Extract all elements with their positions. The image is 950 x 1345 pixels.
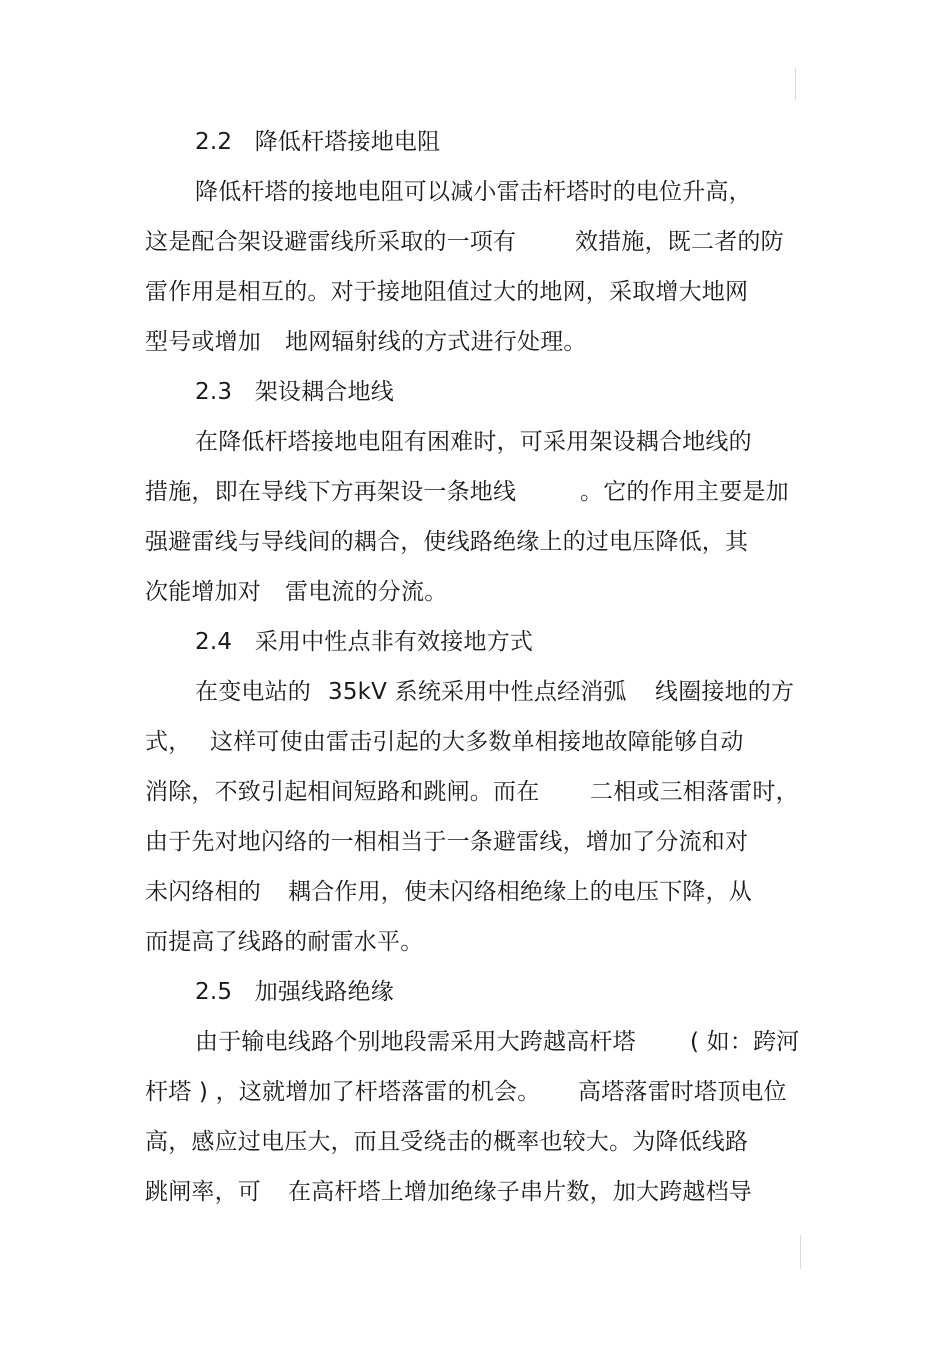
paragraph-line	[0, 725, 744, 759]
text-segment: 跳闸率，可	[145, 1179, 261, 1205]
paragraph-line	[0, 225, 784, 259]
paragraph-line	[0, 575, 448, 609]
text-segment: 由于输电线路个别地段需采用大跨越高杆塔	[195, 1029, 636, 1055]
text-segment: 雷作用是相互的。对于接地阻值过大的地网，采取增大地网	[145, 279, 749, 305]
text-segment: 耦合作用，使未闪络相绝缘上的电压下降，从	[288, 879, 752, 905]
text-segment: 这样可使由雷击引起的大多数单相接地故障能够自动	[210, 729, 744, 755]
paragraph-line	[0, 925, 424, 959]
text-segment: ( 如：跨河	[690, 1029, 800, 1055]
text-segment: 杆塔 ) ，这就增加了杆塔落雷的机会。	[145, 1079, 541, 1105]
paragraph-line	[0, 475, 789, 509]
text-segment: 。它的作用主要是加	[580, 479, 789, 505]
paragraph-line	[0, 525, 749, 559]
text-segment: 高塔落雷时塔顶电位	[578, 1079, 787, 1105]
paragraph-line	[0, 175, 752, 209]
paragraph-line	[0, 275, 749, 309]
text-segment: 35kV 系统采用中性点经消弧	[328, 679, 627, 705]
text-segment: 而提高了线路的耐雷水平。	[145, 929, 424, 955]
heading-text: 2.5 加强线路绝缘	[195, 979, 394, 1005]
text-segment: 这是配合架设避雷线所采取的一项有	[145, 229, 517, 255]
paragraph-line	[0, 1075, 787, 1109]
heading-text: 2.2 降低杆塔接地电阻	[195, 129, 441, 155]
text-segment: 降低杆塔的接地电阻可以减小雷击杆塔时的电位升高，	[195, 179, 752, 205]
paragraph-line	[0, 1125, 749, 1159]
paragraph-line	[0, 1025, 800, 1059]
section-heading-2-4	[0, 625, 534, 659]
paragraph-line	[0, 675, 795, 709]
section-heading-2-3	[0, 375, 394, 409]
text-segment: 强避雷线与导线间的耦合，使线路绝缘上的过电压降低，其	[145, 529, 749, 555]
text-segment: 效措施，既二者的防	[575, 229, 784, 255]
text-segment: 二相或三相落雷时，	[590, 779, 799, 805]
paragraph-line	[0, 325, 587, 359]
text-segment: 由于先对地闪络的一相相当于一条避雷线，增加了分流和对	[145, 829, 749, 855]
paragraph-line	[0, 1175, 752, 1209]
text-segment: 措施，即在导线下方再架设一条地线	[145, 479, 517, 505]
text-segment: 地网辐射线的方式进行处理。	[285, 329, 587, 355]
section-heading-2-2	[0, 125, 441, 159]
text-segment: 消除，不致引起相间短路和跳闸。而在	[145, 779, 540, 805]
text-segment: 线圈接地的方	[655, 679, 795, 705]
heading-text: 2.3 架设耦合地线	[195, 379, 394, 405]
text-segment: 雷电流的分流。	[285, 579, 448, 605]
paragraph-line	[0, 425, 752, 459]
text-segment: 次能增加对	[145, 579, 261, 605]
text-segment: 高，感应过电压大，而且受绕击的概率也较大。为降低线路	[145, 1129, 749, 1155]
text-segment: 在高杆塔上增加绝缘子串片数，加大跨越档导	[288, 1179, 752, 1205]
heading-text: 2.4 采用中性点非有效接地方式	[195, 629, 534, 655]
paragraph-line	[0, 825, 749, 859]
top-right-margin-mark	[795, 68, 796, 100]
paragraph-line	[0, 775, 799, 809]
paragraph-line	[0, 875, 752, 909]
text-segment: 在降低杆塔接地电阻有困难时，可采用架设耦合地线的	[195, 429, 752, 455]
section-heading-2-5	[0, 975, 394, 1009]
bottom-right-margin-mark	[800, 1235, 801, 1269]
text-segment: 式，	[145, 729, 192, 755]
text-segment: 型号或增加	[145, 329, 261, 355]
text-segment: 在变电站的	[195, 679, 311, 705]
text-segment: 未闪络相的	[145, 879, 261, 905]
